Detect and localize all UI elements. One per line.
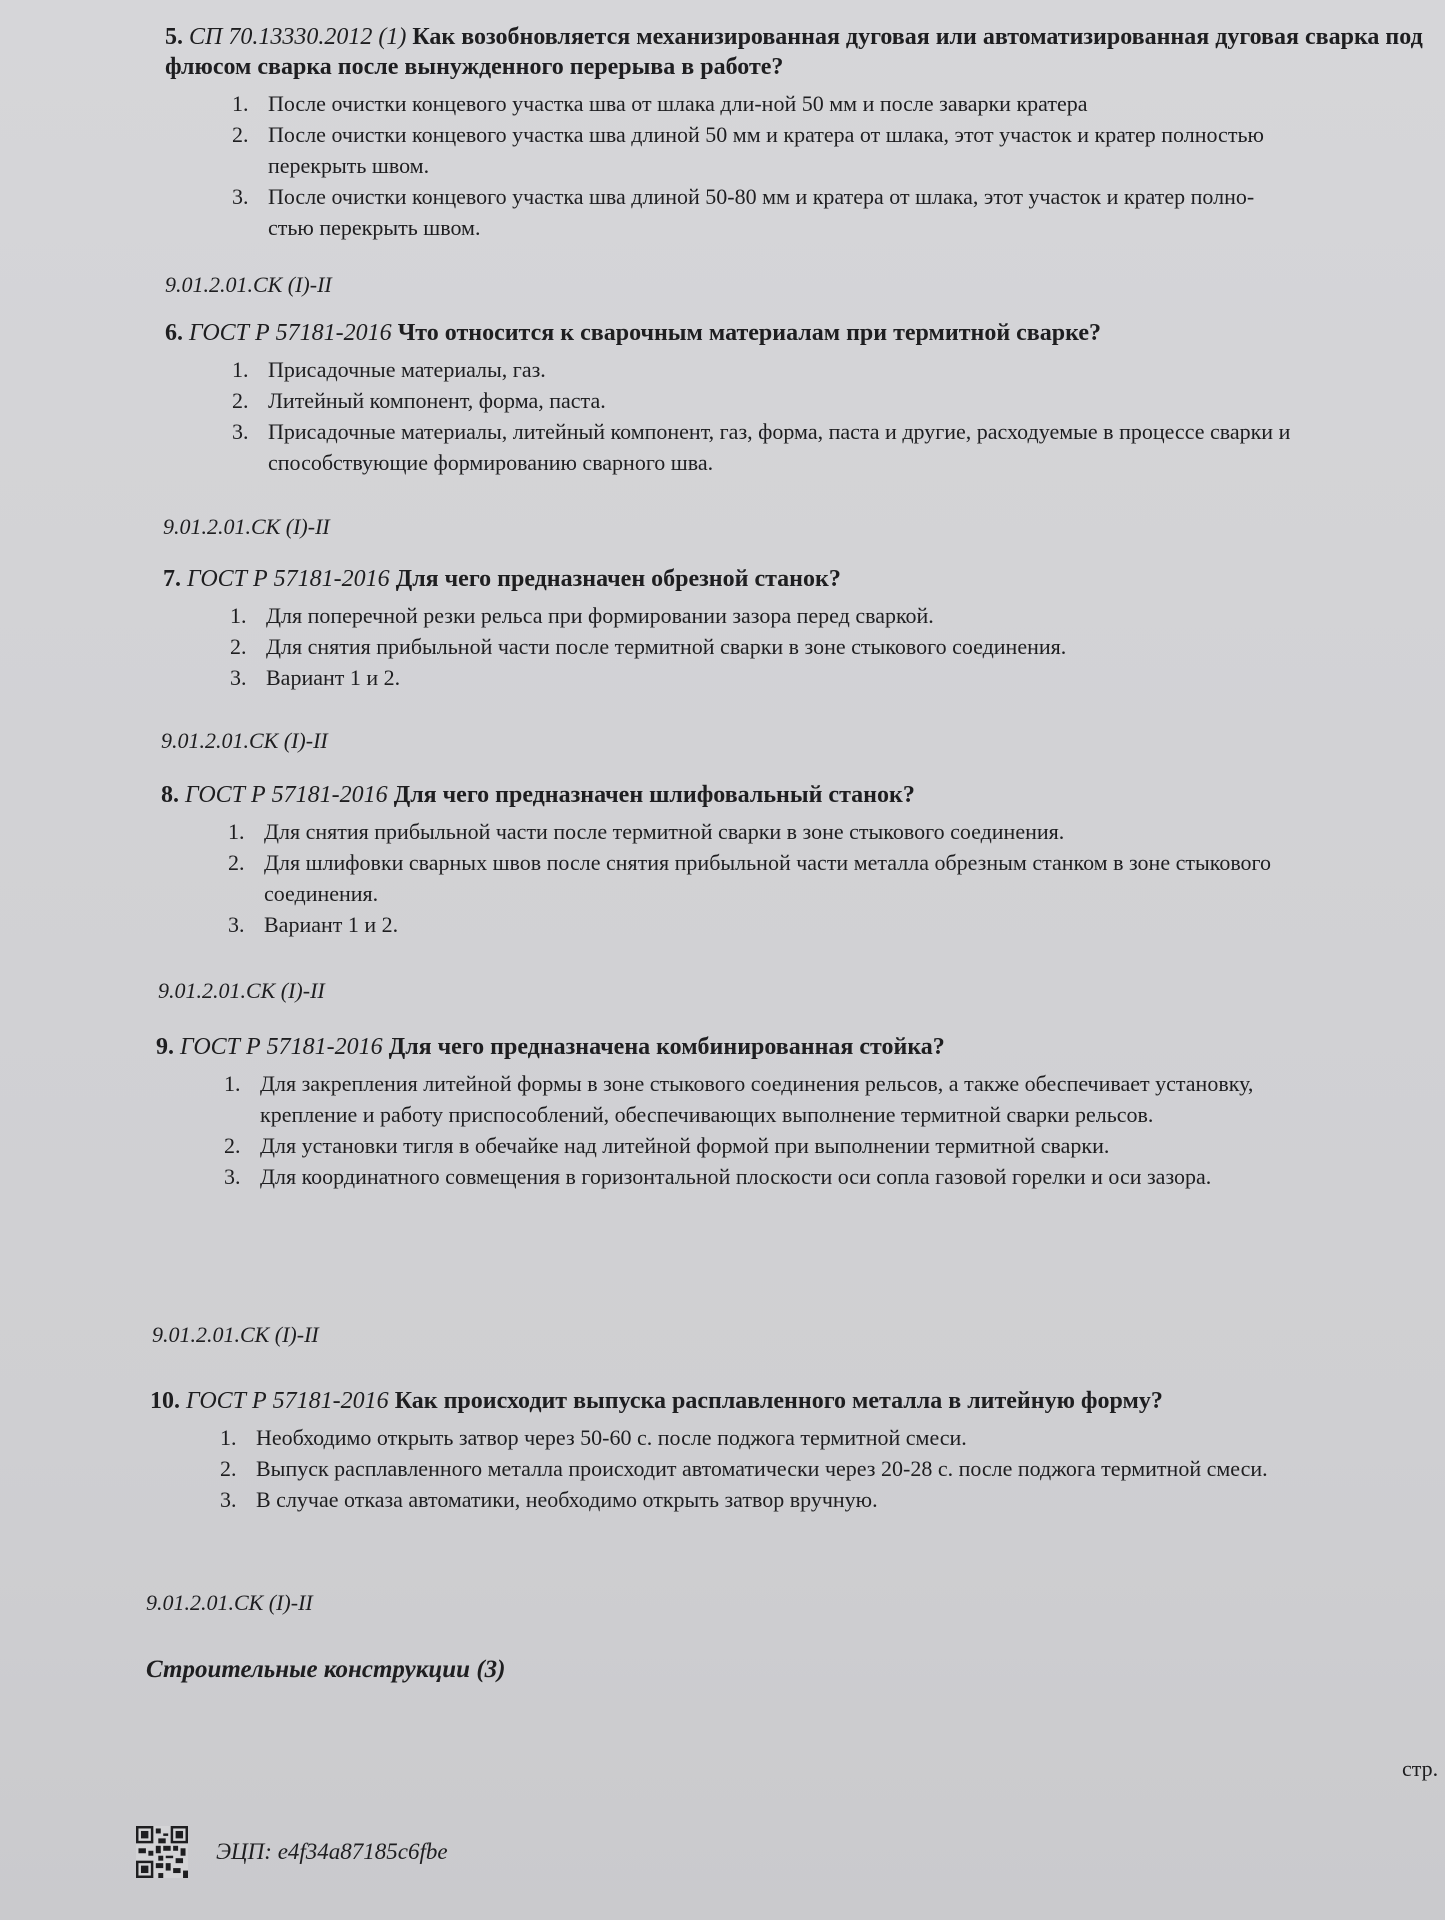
answer-text: После очистки концевого участка шва от шлака дли-ной 50 мм и после заварки кратера [268, 91, 1088, 116]
answer-number: 2. [230, 634, 247, 659]
answer-item [224, 1068, 1344, 1130]
answer-number: 1. [224, 1071, 241, 1096]
answer-list [220, 1422, 1350, 1515]
answer-item [224, 1130, 1344, 1161]
answer-number: 1. [232, 91, 249, 116]
question-10 [0, 1386, 1445, 1515]
answer-text: После очистки концевого участка шва длиной 50 мм и кратера от шлака, этот участок и кратер полностью перекрыть швом. [268, 122, 1264, 178]
answer-item [230, 600, 1310, 631]
answer-list [232, 88, 1292, 243]
answer-text: Для установки тигля в обечайке над литейной формой при выполнении термитной сварки. [260, 1133, 1110, 1158]
question-number: 7. [163, 566, 181, 592]
answer-text: Необходимо открыть затвор через 50-60 с. после поджога термитной смеси. [256, 1425, 967, 1450]
question-reference: ГОСТ Р 57181-2016 [180, 1034, 383, 1060]
answer-number: 3. [220, 1487, 237, 1512]
question-code: 9.01.2.01.СК (I)-II [152, 1322, 319, 1347]
question-number: 9. [156, 1034, 174, 1060]
answer-item [220, 1484, 1350, 1515]
answer-item [228, 816, 1338, 847]
answer-number: 2. [232, 388, 249, 413]
answer-item [232, 385, 1292, 416]
question-title [161, 780, 1445, 810]
answer-number: 2. [228, 850, 245, 875]
answer-text: Для шлифовки сварных швов после снятия прибыльной части металла обрезным станком в зоне стыкового соединения. [264, 850, 1272, 906]
answer-text: Вариант 1 и 2. [266, 665, 401, 690]
answer-text: Для снятия прибыльной части после термитной сварки в зоне стыкового соединения. [266, 634, 1067, 659]
question-8 [0, 780, 1445, 940]
question-text: Как происходит выпуска расплавленного металла в литейную форму? [394, 1388, 1163, 1414]
answer-number: 3. [224, 1164, 241, 1189]
question-number: 6. [165, 320, 183, 346]
answer-item [232, 119, 1292, 181]
question-number: 5. [165, 24, 183, 50]
question-code: 9.01.2.01.СК (I)-II [146, 1590, 313, 1615]
answer-item [230, 631, 1310, 662]
answer-item [232, 416, 1292, 478]
answer-number: 1. [232, 357, 249, 382]
answer-item [232, 181, 1292, 243]
answer-text: Присадочные материалы, литейный компонент, газ, форма, паста и другие, расходуемые в процессе сварки и способствующие формированию сварного шва. [268, 419, 1291, 475]
footer [136, 1826, 448, 1878]
question-reference: ГОСТ Р 57181-2016 [186, 1388, 389, 1414]
question-text: Для чего предназначен обрезной станок? [395, 566, 841, 592]
question-code: 9.01.2.01.СК (I)-II [158, 978, 325, 1003]
answer-text: Для снятия прибыльной части после термитной сварки в зоне стыкового соединения. [264, 819, 1065, 844]
question-title [156, 1032, 1445, 1062]
answer-text: Присадочные материалы, газ. [268, 357, 546, 382]
answer-list [232, 354, 1292, 478]
qr-code-icon [136, 1826, 188, 1878]
answer-item [220, 1453, 1350, 1484]
question-reference: ГОСТ Р 57181-2016 [185, 782, 388, 808]
answer-list [224, 1068, 1344, 1192]
answer-list [230, 600, 1310, 693]
answer-number: 1. [228, 819, 245, 844]
answer-list [228, 816, 1338, 940]
answer-text: Выпуск расплавленного металла происходит автоматически через 20-28 с. после поджога термитной смеси. [256, 1456, 1268, 1481]
answer-item [220, 1422, 1350, 1453]
answer-item [232, 354, 1292, 385]
answer-text: Для координатного совмещения в горизонтальной плоскости оси сопла газовой горелки и оси зазора. [260, 1164, 1212, 1189]
question-title [165, 318, 1445, 348]
answer-text: После очистки концевого участка шва длиной 50-80 мм и кратера от шлака, этот участок и кратер полно-стью перекрыть швом. [268, 184, 1255, 240]
answer-number: 2. [220, 1456, 237, 1481]
page-label: стр. [1402, 1756, 1439, 1781]
answer-number: 1. [220, 1425, 237, 1450]
answer-number: 3. [230, 665, 247, 690]
answer-text: Литейный компонент, форма, паста. [268, 388, 606, 413]
signature-text: ЭЦП: e4f34a87185c6fbe [216, 1839, 448, 1864]
question-number: 10. [150, 1388, 180, 1414]
answer-number: 3. [232, 184, 249, 209]
answer-number: 2. [232, 122, 249, 147]
answer-number: 3. [232, 419, 249, 444]
answer-text: Для закрепления литейной формы в зоне стыкового соединения рельсов, а также обеспечивает установку, крепление и работу приспособлений, обеспечивающих выполнение термитной сварки рельсов. [260, 1071, 1254, 1127]
question-text: Как возобновляется механизированная дуговая или автоматизированная дуговая сварка под флюсом сварка после вынужденного перерыва в работе? [165, 24, 1423, 80]
question-reference: ГОСТ Р 57181-2016 [187, 566, 390, 592]
question-9 [0, 1032, 1445, 1192]
question-title [150, 1386, 1445, 1416]
question-reference: ГОСТ Р 57181-2016 [189, 320, 392, 346]
question-text: Для чего предназначен шлифовальный станок? [393, 782, 915, 808]
answer-item [228, 847, 1338, 909]
section-title: Строительные конструкции (3) [146, 1656, 506, 1683]
question-text: Что относится к сварочным материалам при термитной сварке? [397, 320, 1101, 346]
answer-text: Для поперечной резки рельса при формировании зазора перед сваркой. [266, 603, 934, 628]
question-code: 9.01.2.01.СК (I)-II [163, 514, 330, 539]
question-code: 9.01.2.01.СК (I)-II [161, 728, 328, 753]
answer-item [230, 662, 1310, 693]
question-code: 9.01.2.01.СК (I)-II [165, 272, 332, 297]
question-reference: СП 70.13330.2012 (1) [189, 24, 407, 50]
question-text: Для чего предназначена комбинированная стойка? [388, 1034, 945, 1060]
question-7 [0, 564, 1445, 693]
question-title [163, 564, 1445, 594]
question-5 [0, 22, 1445, 243]
question-number: 8. [161, 782, 179, 808]
answer-number: 1. [230, 603, 247, 628]
answer-text: В случае отказа автоматики, необходимо открыть затвор вручную. [256, 1487, 878, 1512]
question-title [165, 22, 1445, 82]
question-6 [0, 318, 1445, 478]
answer-text: Вариант 1 и 2. [264, 912, 399, 937]
answer-item [232, 88, 1292, 119]
answer-item [228, 909, 1338, 940]
answer-item [224, 1161, 1344, 1192]
answer-number: 2. [224, 1133, 241, 1158]
answer-number: 3. [228, 912, 245, 937]
